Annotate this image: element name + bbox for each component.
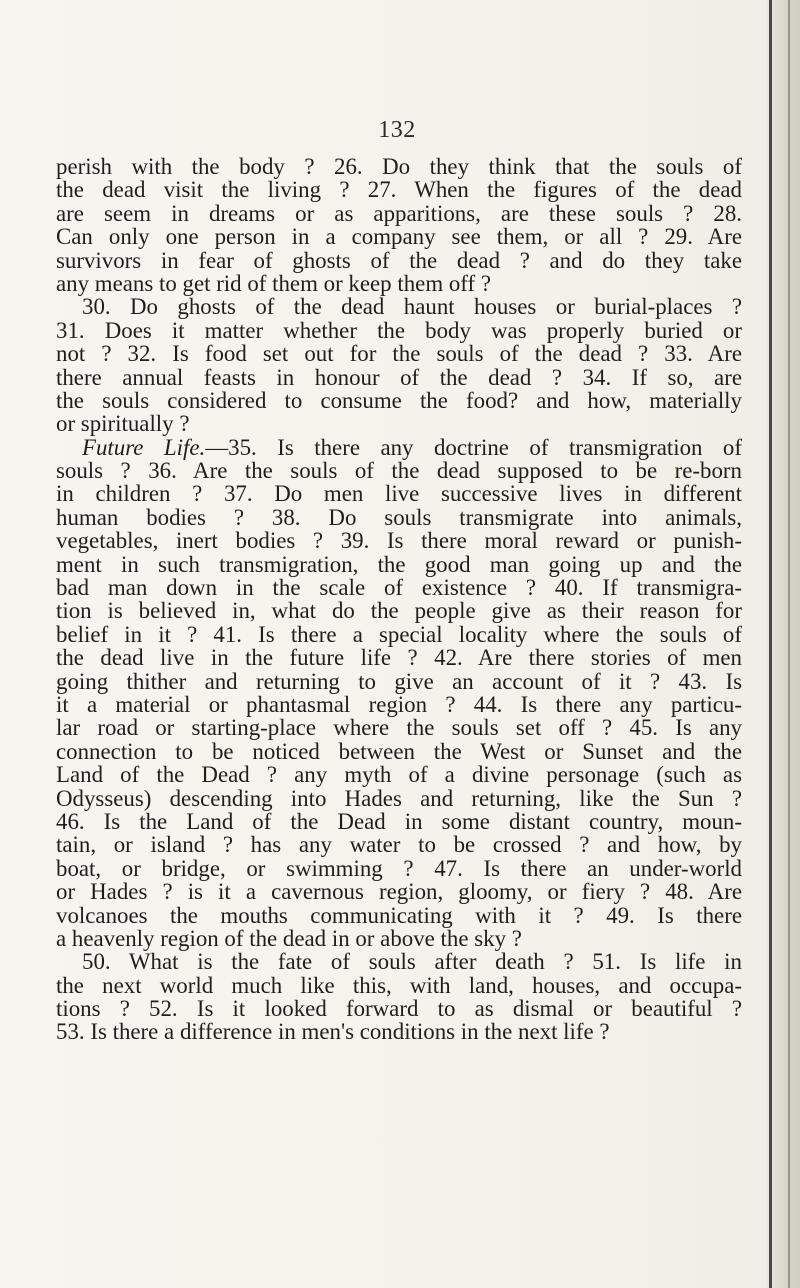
text-line-content: not ? 32. Is food set out for the souls of the dead ? 33. Are — [56, 341, 742, 367]
text-line — [56, 319, 742, 342]
text-line-content: the next world much like this, with land, houses, and occupa- — [56, 972, 742, 998]
section-heading: Future Life. — [82, 434, 206, 460]
text-line — [56, 997, 742, 1020]
text-line-content: tain, or island ? has any water to be crossed ? and how, by — [56, 832, 742, 858]
text-line — [56, 529, 742, 552]
text-line — [56, 576, 742, 599]
text-line-content: 50. What is the fate of souls after death ? 51. Is life in — [82, 949, 742, 975]
text-line — [56, 459, 742, 482]
text-line — [56, 225, 742, 248]
text-line — [56, 1020, 742, 1043]
text-line-content: any means to get rid of them or keep them off ? — [56, 270, 492, 296]
text-line-content: 30. Do ghosts of the dead haunt houses or burial-places ? — [82, 294, 742, 320]
text-line-content: Can only one person in a company see them, or all ? 29. Are — [56, 224, 742, 250]
text-line — [56, 342, 742, 365]
text-line-content: it a material or phantasmal region ? 44. Is there any particu- — [56, 691, 742, 717]
text-line-content: survivors in fear of ghosts of the dead ? and do they take — [56, 247, 742, 273]
text-line — [56, 810, 742, 833]
text-line — [56, 412, 742, 435]
body-text — [56, 155, 742, 1044]
text-line — [56, 272, 742, 295]
text-line — [56, 950, 742, 973]
text-line-content: 46. Is the Land of the Dead in some distant country, moun- — [56, 808, 742, 834]
text-line-content: perish with the body ? 26. Do they think that the souls of — [56, 154, 742, 179]
text-line-content: boat, or bridge, or swimming ? 47. Is there an under-world — [56, 855, 742, 881]
text-line-content: or Hades ? is it a cavernous region, gloomy, or fiery ? 48. Are — [56, 879, 742, 905]
page-number: 132 — [378, 117, 416, 143]
text-line-content: in children ? 37. Do men live successive lives in different — [56, 481, 742, 507]
text-line — [56, 599, 742, 622]
text-line — [56, 155, 742, 178]
text-line — [56, 366, 742, 389]
text-line-content: going thither and returning to give an account of it ? 43. Is — [56, 668, 742, 694]
page-edge-line — [769, 0, 772, 1288]
text-line-content: ment in such transmigration, the good man going up and the — [56, 551, 742, 577]
text-line-content: Odysseus) descending into Hades and returning, like the Sun ? — [56, 785, 742, 811]
text-line — [56, 716, 742, 739]
text-line — [56, 670, 742, 693]
text-line — [56, 646, 742, 669]
text-line-content: or spiritually ? — [56, 411, 190, 437]
text-line — [56, 389, 742, 412]
text-line — [56, 623, 742, 646]
text-line-content: the souls considered to consume the food? and how, materially — [56, 387, 742, 413]
text-line-content: belief in it ? 41. Is there a special locality where the souls of — [56, 621, 742, 647]
text-line-content: tions ? 52. Is it looked forward to as dismal or beautiful ? — [56, 996, 742, 1022]
text-line — [56, 974, 742, 997]
text-line-content: a heavenly region of the dead in or above the sky ? — [56, 925, 522, 951]
text-line-content: bad man down in the scale of existence ? 40. If transmigra- — [56, 575, 742, 601]
text-line-content: lar road or starting-place where the souls set off ? 45. Is any — [56, 715, 742, 741]
text-line — [56, 904, 742, 927]
page-edge-line-secondary — [788, 0, 790, 1288]
text-line-content: there annual feasts in honour of the dead ? 34. If so, are — [56, 364, 742, 390]
text-line-content: 53. Is there a difference in men's conditions in the next life ? — [56, 1019, 610, 1045]
text-line-content: tion is believed in, what do the people give as their reason for — [56, 598, 742, 624]
text-line-content: souls ? 36. Are the souls of the dead supposed to be re-born — [56, 458, 742, 484]
text-line — [56, 553, 742, 576]
text-line — [56, 295, 742, 318]
text-line — [56, 927, 742, 950]
text-line-content: the dead live in the future life ? 42. Are there stories of men — [56, 645, 742, 671]
text-line — [56, 482, 742, 505]
text-line-content: —35. Is there any doctrine of transmigration of — [205, 434, 742, 460]
text-line — [56, 857, 742, 880]
text-line — [56, 178, 742, 201]
text-line-content: Land of the Dead ? any myth of a divine personage (such as — [56, 762, 742, 788]
text-line — [56, 506, 742, 529]
text-line — [56, 693, 742, 716]
text-line — [56, 880, 742, 903]
text-line — [56, 833, 742, 856]
text-line — [56, 202, 742, 225]
text-line-content: 31. Does it matter whether the body was properly buried or — [56, 317, 742, 343]
text-line — [56, 787, 742, 810]
text-line-content: are seem in dreams or as apparitions, are these souls ? 28. — [56, 200, 742, 226]
text-line-content: human bodies ? 38. Do souls transmigrate into animals, — [56, 504, 742, 530]
text-line — [56, 763, 742, 786]
text-line-content: connection to be noticed between the West or Sunset and the — [56, 738, 742, 764]
text-line-content: volcanoes the mouths communicating with it ? 49. Is there — [56, 902, 742, 928]
text-line — [56, 436, 742, 459]
text-line-content: vegetables, inert bodies ? 39. Is there moral reward or punish- — [56, 528, 742, 554]
text-line-content: the dead visit the living ? 27. When the figures of the dead — [56, 177, 742, 203]
text-line — [56, 740, 742, 763]
text-line — [56, 249, 742, 272]
